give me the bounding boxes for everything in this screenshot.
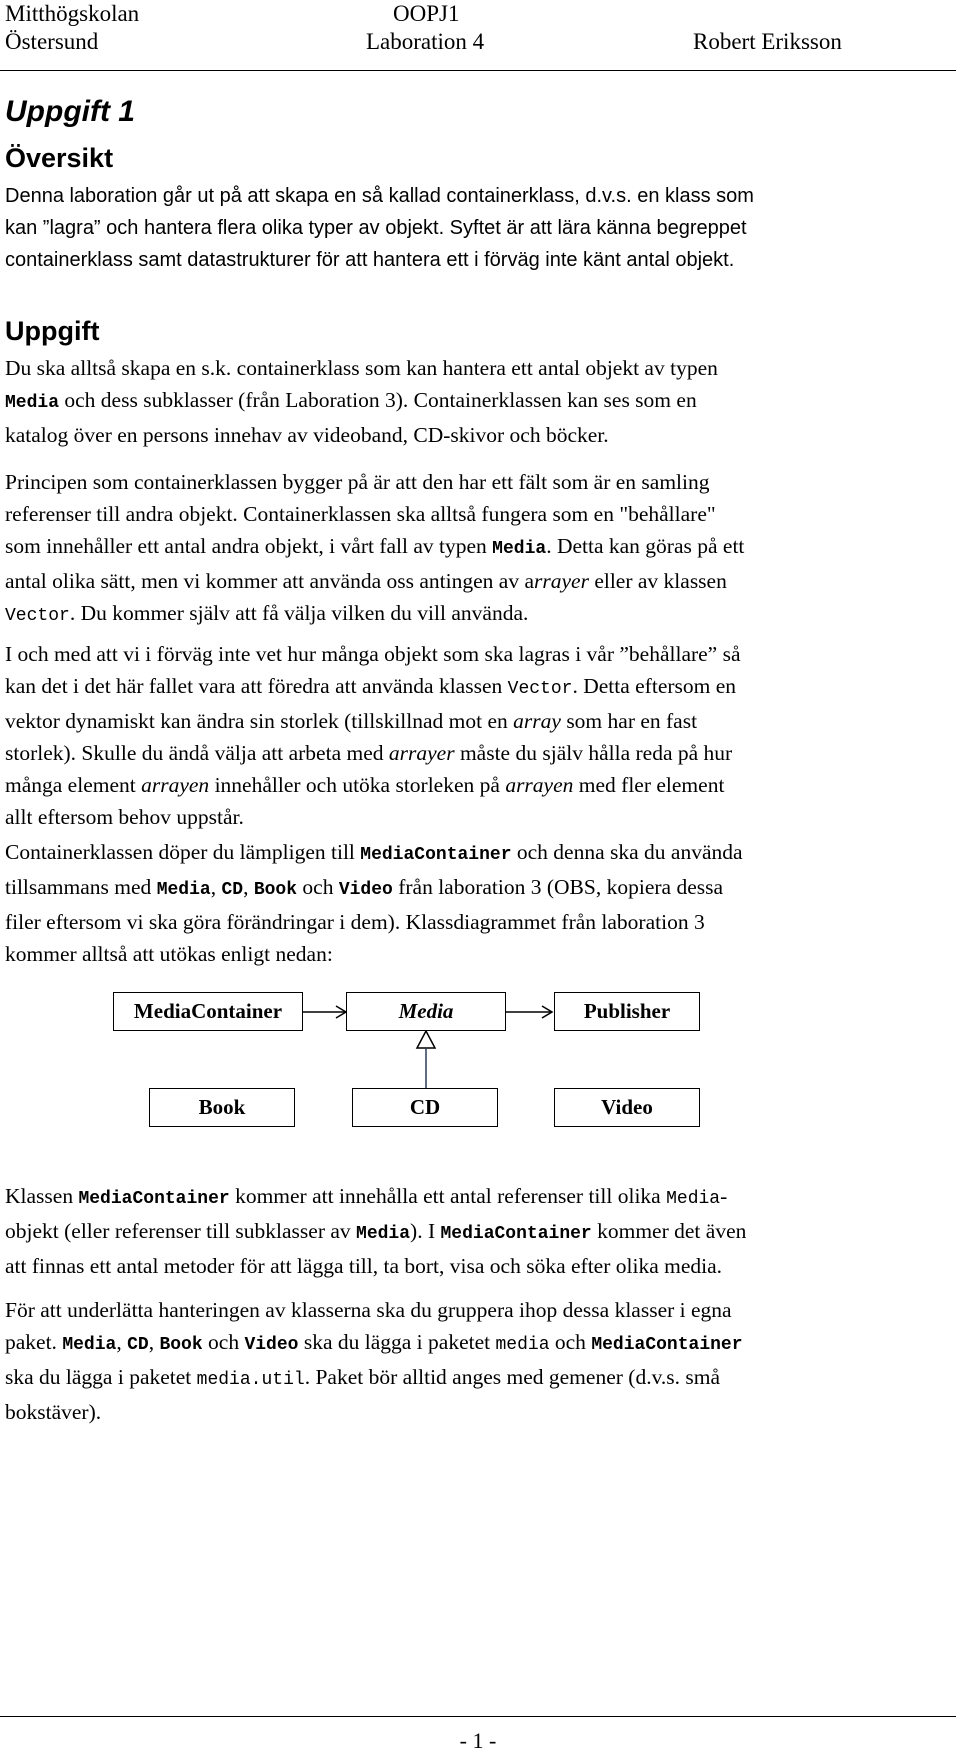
italic-term: arrayen (141, 773, 210, 797)
text-span: . Detta kan göras på ett (546, 534, 745, 558)
text-line (5, 384, 953, 419)
text-span: , (148, 1330, 160, 1354)
text-line: bokstäver). (5, 1400, 102, 1424)
text-span: som har en fast (560, 709, 698, 733)
code-media: Media (666, 1189, 721, 1209)
text-span: och (549, 1330, 592, 1354)
task-paragraph-6 (5, 1294, 953, 1428)
text-span: många element (5, 773, 142, 797)
inheritance-triangle (417, 1031, 435, 1048)
italic-term: rrayer (534, 569, 589, 593)
text-span: kommer det även (591, 1219, 747, 1243)
class-name: Video (601, 1095, 653, 1119)
text-span: Containerklassen döper du lämpligen till (5, 840, 361, 864)
code-video: Video (244, 1335, 299, 1355)
code-media: Media (356, 1224, 411, 1244)
italic-term: arrayer (388, 741, 455, 765)
class-name: Book (198, 1095, 246, 1119)
text-span: , (210, 875, 222, 899)
text-span: vektor dynamiskt kan ändra sin storlek (tillskillnad mot en (5, 709, 514, 733)
class-name: CD (409, 1095, 441, 1119)
code-media: Media (5, 393, 60, 413)
text-line: För att underlätta hanteringen av klasserna ska du gruppera ihop dessa klasser i egna (5, 1298, 732, 1322)
text-span: antal olika sätt, men vi kommer att använda oss antingen av a (5, 569, 534, 593)
overview-line: kan ”lagra” och hantera flera olika typer av objekt. Syftet är att lära känna begreppet (5, 217, 747, 239)
task-paragraph-5 (5, 1180, 953, 1282)
text-span: och (297, 875, 339, 899)
task-paragraph-3 (5, 638, 953, 833)
text-span: kommer att innehålla ett antal referenser till olika (229, 1184, 667, 1208)
code-mediacontainer: MediaContainer (440, 1224, 592, 1244)
text-line: I och med att vi i förväg inte vet hur många objekt som ska lagras i vår ”behållare” så (5, 642, 741, 666)
text-span: . Paket bör alltid anges med gemener (d.v.s. små (304, 1365, 721, 1389)
code-video: Video (338, 880, 393, 900)
text-line (5, 1180, 953, 1215)
text-span: . Du kommer själv att få välja vilken du vill använda. (69, 601, 529, 625)
code-vector: Vector (5, 606, 70, 626)
text-line (5, 1326, 953, 1361)
task-paragraph-4 (5, 836, 953, 970)
text-line (5, 530, 953, 565)
text-line (5, 836, 953, 871)
class-box-cd (352, 1088, 498, 1127)
code-cd: CD (221, 880, 244, 900)
text-line: katalog över en persons innehav av videoband, CD-skivor och böcker. (5, 423, 609, 447)
class-name: Media (398, 999, 454, 1023)
text-span: som innehåller ett antal andra objekt, i vårt fall av typen (5, 534, 493, 558)
code-package-media-util: media.util (196, 1370, 305, 1390)
text-line (5, 737, 953, 769)
class-box-media (346, 992, 506, 1031)
italic-term: array (513, 709, 561, 733)
text-line: allt eftersom behov uppstår. (5, 805, 244, 829)
text-span: Klassen (5, 1184, 79, 1208)
class-name: MediaContainer (133, 999, 283, 1023)
code-mediacontainer: MediaContainer (360, 845, 512, 865)
text-line (5, 871, 953, 906)
code-media: Media (62, 1335, 117, 1355)
text-span: och dess subklasser (från Laboration 3). Containerklassen kan ses som en (59, 388, 697, 412)
text-span: eller av klassen (588, 569, 727, 593)
page-number: - 1 - (459, 1728, 497, 1753)
class-box-publisher (554, 992, 700, 1031)
text-line: kommer alltså att utökas enligt nedan: (5, 942, 333, 966)
text-span: tillsammans med (5, 875, 157, 899)
class-diagram (0, 980, 956, 1150)
italic-term: arrayen (505, 773, 574, 797)
header-campus: Östersund (5, 29, 99, 54)
text-line (5, 597, 953, 632)
text-line (5, 1215, 953, 1250)
text-line: att finnas ett antal metoder för att lägga till, ta bort, visa och söka efter olika media. (5, 1254, 723, 1278)
header-course: OOPJ1 (393, 1, 460, 26)
text-span: med fler element (573, 773, 725, 797)
text-line (5, 670, 953, 705)
code-book: Book (159, 1335, 203, 1355)
text-line (5, 769, 953, 801)
text-span: kan det i det här fallet vara att föredra att använda klassen (5, 674, 508, 698)
class-name: Publisher (583, 999, 671, 1023)
text-span: och denna ska du använda (511, 840, 743, 864)
text-span: . Detta eftersom en (572, 674, 737, 698)
text-span: måste du själv hålla reda på hur (454, 741, 733, 765)
text-line (5, 1361, 953, 1396)
text-span: och (202, 1330, 245, 1354)
overview-line: Denna laboration går ut på att skapa en så kallad containerklass, d.v.s. en klass som (5, 185, 754, 207)
code-media: Media (492, 539, 547, 559)
code-mediacontainer: MediaContainer (78, 1189, 230, 1209)
code-mediacontainer: MediaContainer (591, 1335, 743, 1355)
text-span: , (243, 875, 254, 899)
text-line: referenser till andra objekt. Containerklassen ska alltså fungera som en "behållare" (5, 502, 716, 526)
page-title: Uppgift 1 (5, 95, 135, 128)
text-line (5, 705, 953, 737)
text-span: ). I (410, 1219, 441, 1243)
overview-line: containerklass samt datastrukturer för att hantera ett i förväg inte känt antal objekt. (5, 249, 735, 271)
text-span: storlek). Skulle du ändå välja att arbeta med (5, 741, 389, 765)
text-span: innehåller och utöka storleken på (209, 773, 506, 797)
code-package-media: media (495, 1335, 550, 1355)
text-span: - (720, 1184, 728, 1208)
task-paragraph-2 (5, 466, 953, 632)
overview-paragraph (5, 180, 953, 276)
header-rule (0, 70, 956, 71)
footer-rule (0, 1716, 956, 1717)
task-paragraph-1 (5, 352, 953, 451)
header-school: Mitthögskolan (5, 1, 140, 26)
class-box-book (149, 1088, 295, 1127)
text-line: filer eftersom vi ska göra förändringar i dem). Klassdiagrammet från laboration 3 (5, 910, 705, 934)
text-span: från laboration 3 (OBS, kopiera dessa (392, 875, 724, 899)
code-book: Book (253, 880, 298, 900)
header-lab: Laboration 4 (366, 29, 485, 54)
text-span: ska du lägga i paketet (5, 1365, 197, 1389)
code-cd: CD (127, 1335, 149, 1355)
text-line: Principen som containerklassen bygger på är att den har ett fält som är en samling (5, 470, 710, 494)
class-box-mediacontainer (113, 992, 303, 1031)
text-span: objekt (eller referenser till subklasser av (5, 1219, 357, 1243)
section-heading-task: Uppgift (5, 316, 100, 346)
text-span: paket. (5, 1330, 63, 1354)
text-line: Du ska alltså skapa en s.k. containerklass som kan hantera ett antal objekt av typen (5, 356, 718, 380)
text-span: , (116, 1330, 128, 1354)
text-span: ska du lägga i paketet (298, 1330, 496, 1354)
class-box-video (554, 1088, 700, 1127)
section-heading-overview: Översikt (5, 143, 114, 173)
text-line (5, 565, 953, 597)
code-media: Media (156, 880, 211, 900)
header-author: Robert Eriksson (693, 29, 842, 54)
code-vector: Vector (507, 679, 573, 699)
